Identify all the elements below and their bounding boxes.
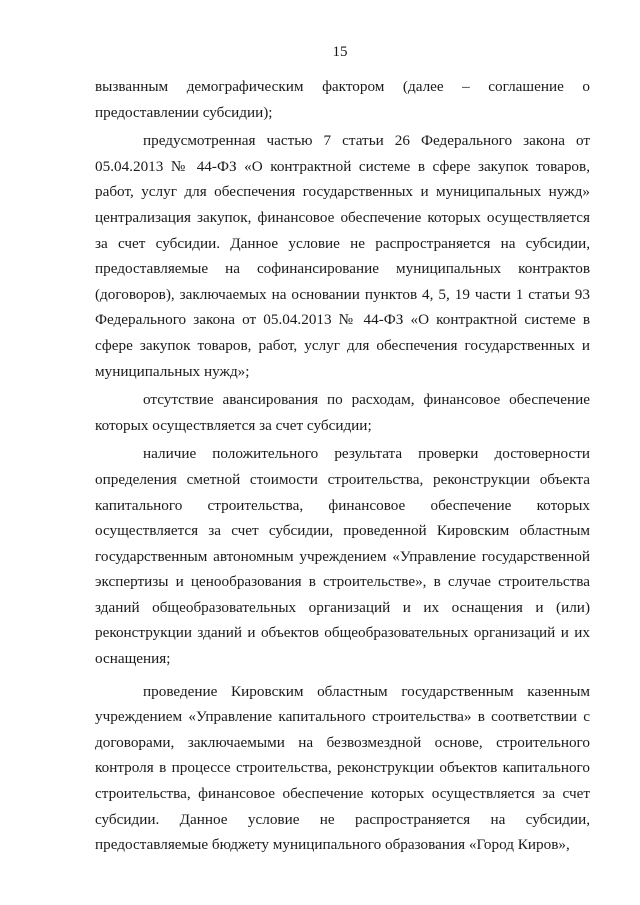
paragraph-centralized-procurement: предусмотренная частью 7 статьи 26 Федерального закона от 05.04.2013 № 44-ФЗ «О контрактной системе в сфере закупок товаров, работ, услуг для обеспечения государственных и муниципальных нужд» централизация закупок, финансовое обеспечение которых осуществляется за счет субсидии. Данное условие не распространяется на субсидии, предоставляемые на софинансирование муниципальных контрактов (договоров), заключаемых на основании пунктов 4, 5, 19 части 1 статьи 93 Федерального закона от 05.04.2013 № 44-ФЗ «О контрактной системе в сфере закупок товаров, работ, услуг для обеспечения государственных и муниципальных нужд»; bbox=[95, 132, 590, 380]
page-number: 15 bbox=[332, 44, 348, 60]
paragraph-cost-verification: наличие положительного результата проверки достоверности определения сметной стоимости строительства, реконструкции объекта капитального строительства, финансовое обеспечение которых осуществляется за счет субсидии, проведенной Кировским областным государственным автономным учреждением «Управление государственной экспертизы и ценообразования в строительстве», в случае строительства зданий общеобразовательных организаций и их оснащения и (или) реконструкции зданий и объектов общеобразовательных организаций и их оснащения; bbox=[95, 445, 590, 668]
document-body bbox=[95, 74, 590, 861]
paragraph-no-advance-payment: отсутствие авансирования по расходам, финансовое обеспечение которых осуществляется за счет субсидии; bbox=[95, 391, 590, 434]
paragraph-construction-control: проведение Кировским областным государственным казенным учреждением «Управление капитального строительства» в соответствии с договорами, заключаемыми на безвозмездной основе, строительного контроля в процессе строительства, реконструкции объектов капитального строительства, финансовое обеспечение которых осуществляется за счет субсидии. Данное условие не распространяется на субсидии, предоставляемые бюджету муниципального образования «Город Киров», bbox=[95, 682, 590, 854]
paragraph-continuation: вызванным демографическим фактором (далее – соглашение о предоставлении субсидии); bbox=[95, 78, 590, 121]
